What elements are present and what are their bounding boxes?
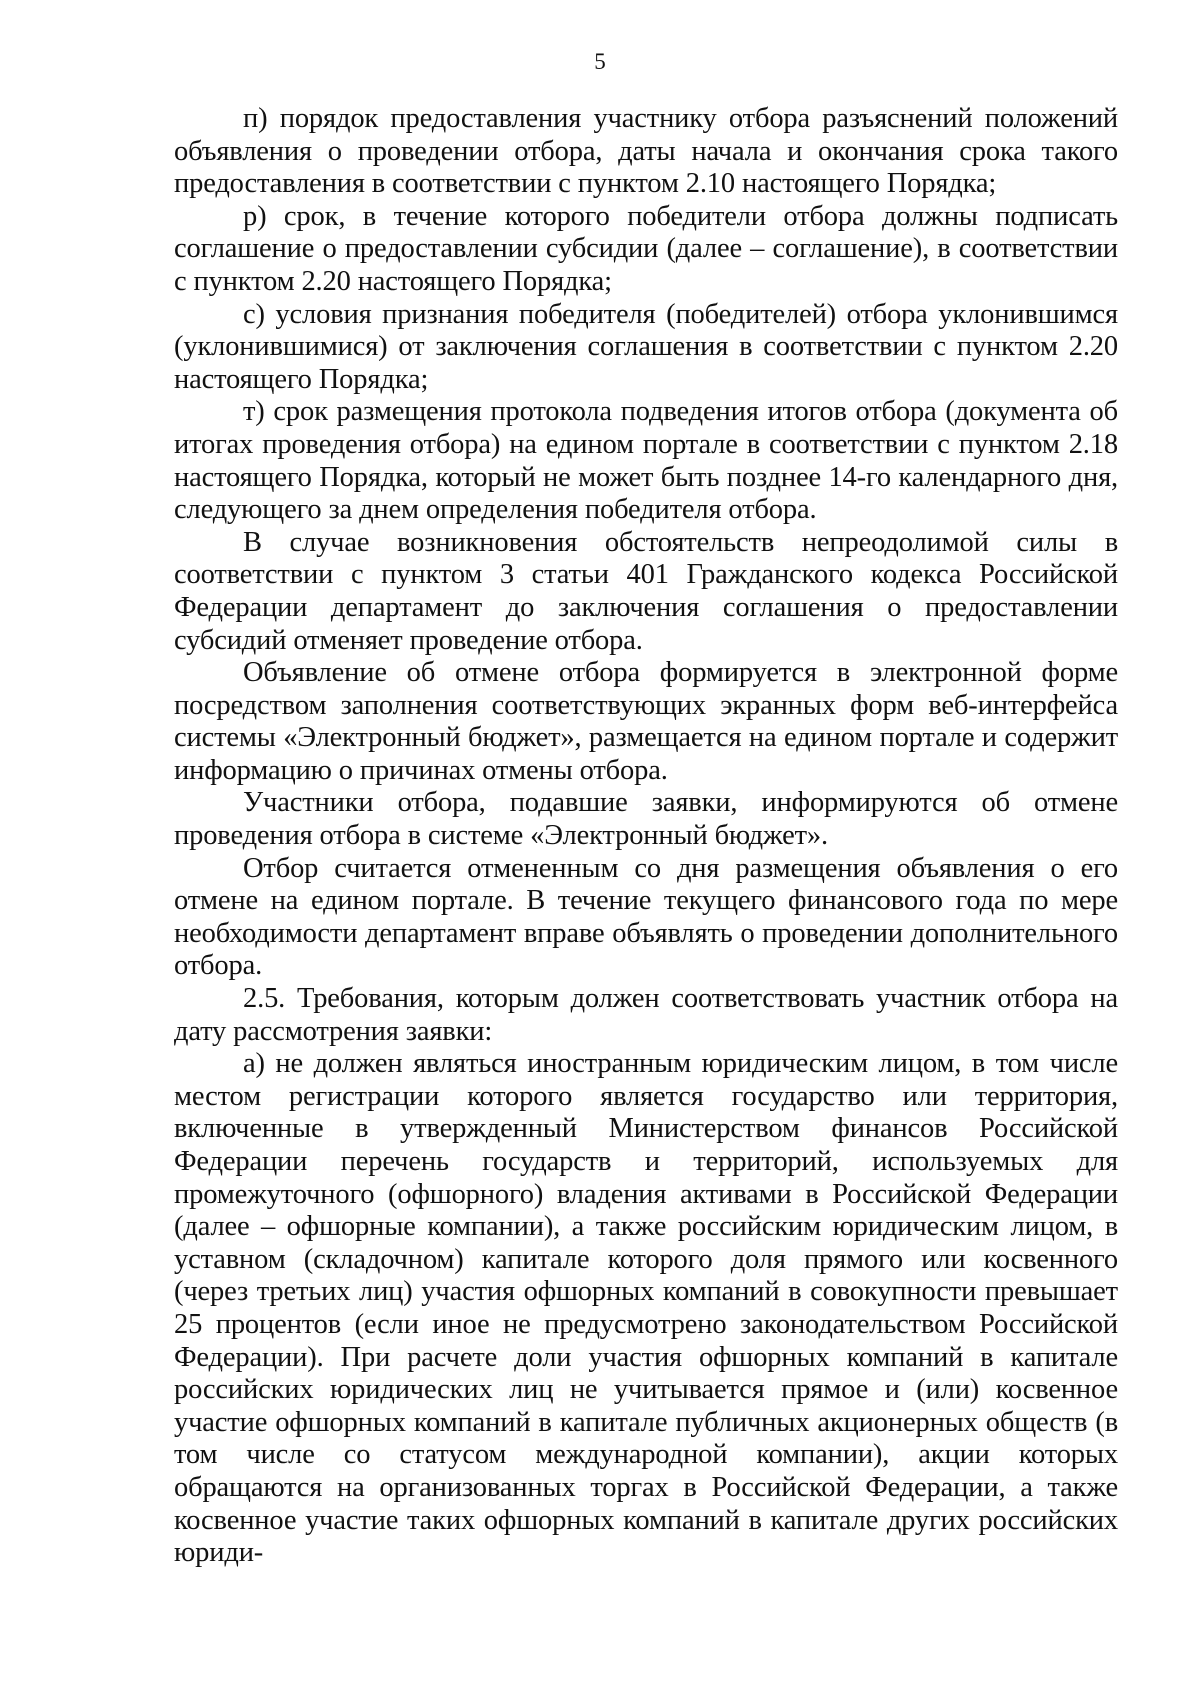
- paragraph-item-r: р) срок, в течение которого победители отбора должны подписать соглашение о предоставлении субсидии (далее – соглашение), в соответствии с пунктом 2.20 настоящего Порядка;: [174, 200, 1118, 297]
- paragraph-section-2-5: 2.5. Требования, которым должен соответствовать участник отбора на дату рассмотрения заявки:: [174, 983, 1118, 1047]
- paragraph-participants-informed: Участники отбора, подавшие заявки, информируются об отмене проведения отбора в системе «Электронный бюджет».: [174, 787, 1118, 852]
- paragraph-item-a: а) не должен являться иностранным юридическим лицом, в том числе местом регистрации которого является государство или территория, включенные в утвержденный Министерством финансов Российской Федерации перечень государств и территорий, используемых для промежуточного (офшорного) владения активами в Российской Федерации (далее – офшорные компании), а также российским юридическим лицом, в уставном (складочном) капитале которого доля прямого или косвенного (через третьих лиц) участия офшорных компаний в совокупности превышает 25 процентов (если иное не предусмотрено законодательством Российской Федерации). При расчете доли участия офшорных компаний в капитале российских юридических лиц не учитывается прямое и (или) косвенное участие офшорных компаний в капитале публичных акционерных обществ (в том числе со статусом международной компании), акции которых обращаются на организованных торгах в Российской Федерации, а также косвенное участие таких офшорных компаний в капитале других российских юриди-: [174, 1048, 1118, 1569]
- document-body: [174, 103, 1118, 1570]
- paragraph-item-p: п) порядок предоставления участнику отбора разъяснений положений объявления о проведении отбора, даты начала и окончания срока такого предоставления в соответствии с пунктом 2.10 настоящего Порядка;: [174, 103, 1118, 200]
- paragraph-force-majeure: В случае возникновения обстоятельств непреодолимой силы в соответствии с пунктом 3 статьи 401 Гражданского кодекса Российской Федерации департамент до заключения соглашения о предоставлении субсидий отменяет проведение отбора.: [174, 526, 1118, 656]
- paragraph-selection-cancelled: Отбор считается отмененным со дня размещения объявления о его отмене на едином портале. В течение текущего финансового года по мере необходимости департамент вправе объявлять о проведении дополнительного отбора.: [174, 852, 1118, 982]
- paragraph-item-t: т) срок размещения протокола подведения итогов отбора (документа об итогах проведения отбора) на едином портале в соответствии с пунктом 2.18 настоящего Порядка, который не может быть позднее 14-го календарного дня, следующего за днем определения победителя отбора.: [174, 396, 1118, 526]
- paragraph-cancellation-notice: Объявление об отмене отбора формируется в электронной форме посредством заполнения соответствующих экранных форм веб-интерфейса системы «Электронный бюджет», размещается на едином портале и содержит информацию о причинах отмены отбора.: [174, 657, 1118, 786]
- page-number: 5: [594, 49, 606, 74]
- paragraph-item-s: с) условия признания победителя (победителей) отбора уклонившимся (уклонившимися) от заключения соглашения в соответствии с пунктом 2.20 настоящего Порядка;: [174, 298, 1118, 395]
